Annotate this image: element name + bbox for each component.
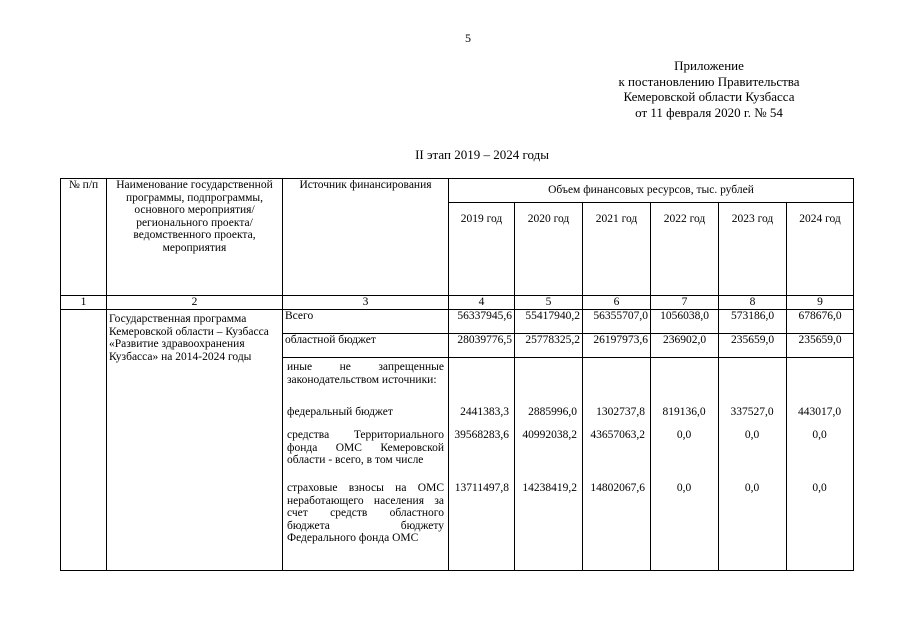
- column-index: 9: [787, 296, 854, 310]
- value-cell: 0,0: [744, 482, 760, 494]
- value-subrows-cell: [449, 358, 515, 571]
- value-cell: 56355707,0: [583, 310, 651, 334]
- header-year: 2022 год: [651, 203, 719, 296]
- value-cell: 2885996,0: [528, 406, 577, 418]
- value-cell: 678676,0: [787, 310, 854, 334]
- value-subrows-cell: [583, 358, 651, 571]
- value-cell: 443017,0: [797, 406, 842, 418]
- source-cell: областной бюджет: [283, 334, 449, 358]
- header-year: 2021 год: [583, 203, 651, 296]
- value-cell: 56337945,6: [449, 310, 515, 334]
- value-cell: 0,0: [812, 482, 827, 494]
- appendix-line: к постановлению Правительства: [618, 73, 800, 89]
- column-index: 3: [283, 296, 449, 310]
- value-cell: 235659,0: [719, 334, 787, 358]
- value-cell: 13711497,8: [454, 482, 509, 494]
- column-index: 8: [719, 296, 787, 310]
- page-number: 5: [465, 31, 471, 45]
- header-source: Источник финансирования: [283, 179, 449, 296]
- value-cell: 55417940,2: [515, 310, 583, 334]
- header-year: 2023 год: [719, 203, 787, 296]
- value-cell: 0,0: [676, 482, 692, 494]
- column-index: 6: [583, 296, 651, 310]
- value-cell: 1302737,8: [596, 406, 645, 418]
- appendix-line: Приложение: [674, 58, 744, 73]
- value-cell: 1056038,0: [651, 310, 719, 334]
- source-cell: страховые взносы на ОМС неработающего населения за счет средств областного бюджета бюджету Федерального фонда ОМС: [287, 482, 444, 544]
- value-cell: 0,0: [812, 429, 827, 441]
- appendix-line: от 11 февраля 2020 г. № 54: [635, 104, 783, 120]
- column-index-row: [61, 296, 854, 310]
- value-subrows-cell: [787, 358, 854, 571]
- column-index: 4: [449, 296, 515, 310]
- value-cell: 25778325,2: [515, 334, 583, 358]
- value-subrows-cell: [651, 358, 719, 571]
- value-cell: 43657063,2: [590, 429, 645, 441]
- value-cell: 337527,0: [730, 406, 774, 418]
- header-num: № п/п: [61, 179, 107, 296]
- value-cell: 573186,0: [719, 310, 787, 334]
- source-subrows-cell: [283, 358, 449, 571]
- column-index: 7: [651, 296, 719, 310]
- financing-table: [60, 178, 854, 571]
- program-name: Государственная программа Кемеровской области – Кузбасса «Развитие здравоохранения Кузбасса» на 2014-2024 годы: [107, 310, 283, 571]
- header-volume: Объем финансовых ресурсов, тыс. рублей: [449, 179, 854, 203]
- table-row: [61, 310, 854, 334]
- value-cell: 14802067,6: [590, 482, 645, 494]
- column-index: 5: [515, 296, 583, 310]
- value-cell: 2441383,3: [460, 406, 509, 418]
- column-index: 1: [61, 296, 107, 310]
- value-cell: 40992038,2: [522, 429, 577, 441]
- header-year: 2024 год: [787, 203, 854, 296]
- column-index: 2: [107, 296, 283, 310]
- header-year: 2020 год: [515, 203, 583, 296]
- stage-title: II этап 2019 – 2024 годы: [415, 147, 549, 162]
- value-cell: 0,0: [676, 429, 692, 441]
- source-cell: Всего: [283, 310, 449, 334]
- appendix-line: Кемеровской области Кузбасса: [623, 89, 795, 104]
- header-year: 2019 год: [449, 203, 515, 296]
- value-cell: 236902,0: [651, 334, 719, 358]
- value-cell: 39568283,6: [454, 429, 509, 441]
- row-number: [61, 310, 107, 571]
- value-subrows-cell: [515, 358, 583, 571]
- source-cell: федеральный бюджет: [287, 406, 393, 418]
- value-cell: 26197973,6: [583, 334, 651, 358]
- value-subrows-cell: [719, 358, 787, 571]
- value-cell: 235659,0: [787, 334, 854, 358]
- source-cell: иные не запрещенные законодательством источники:: [287, 361, 444, 386]
- value-cell: 0,0: [744, 429, 760, 441]
- appendix-block: [600, 58, 818, 120]
- source-cell: средства Территориального фонда ОМС Кемеровской области - всего, в том числе: [287, 429, 444, 466]
- header-name: Наименование государственной программы, подпрограммы, основного мероприятия/регионального проекта/ведомственного проекта, мероприятия: [107, 179, 283, 296]
- value-cell: 14238419,2: [522, 482, 577, 494]
- value-cell: 819136,0: [662, 406, 706, 418]
- value-cell: 28039776,5: [449, 334, 515, 358]
